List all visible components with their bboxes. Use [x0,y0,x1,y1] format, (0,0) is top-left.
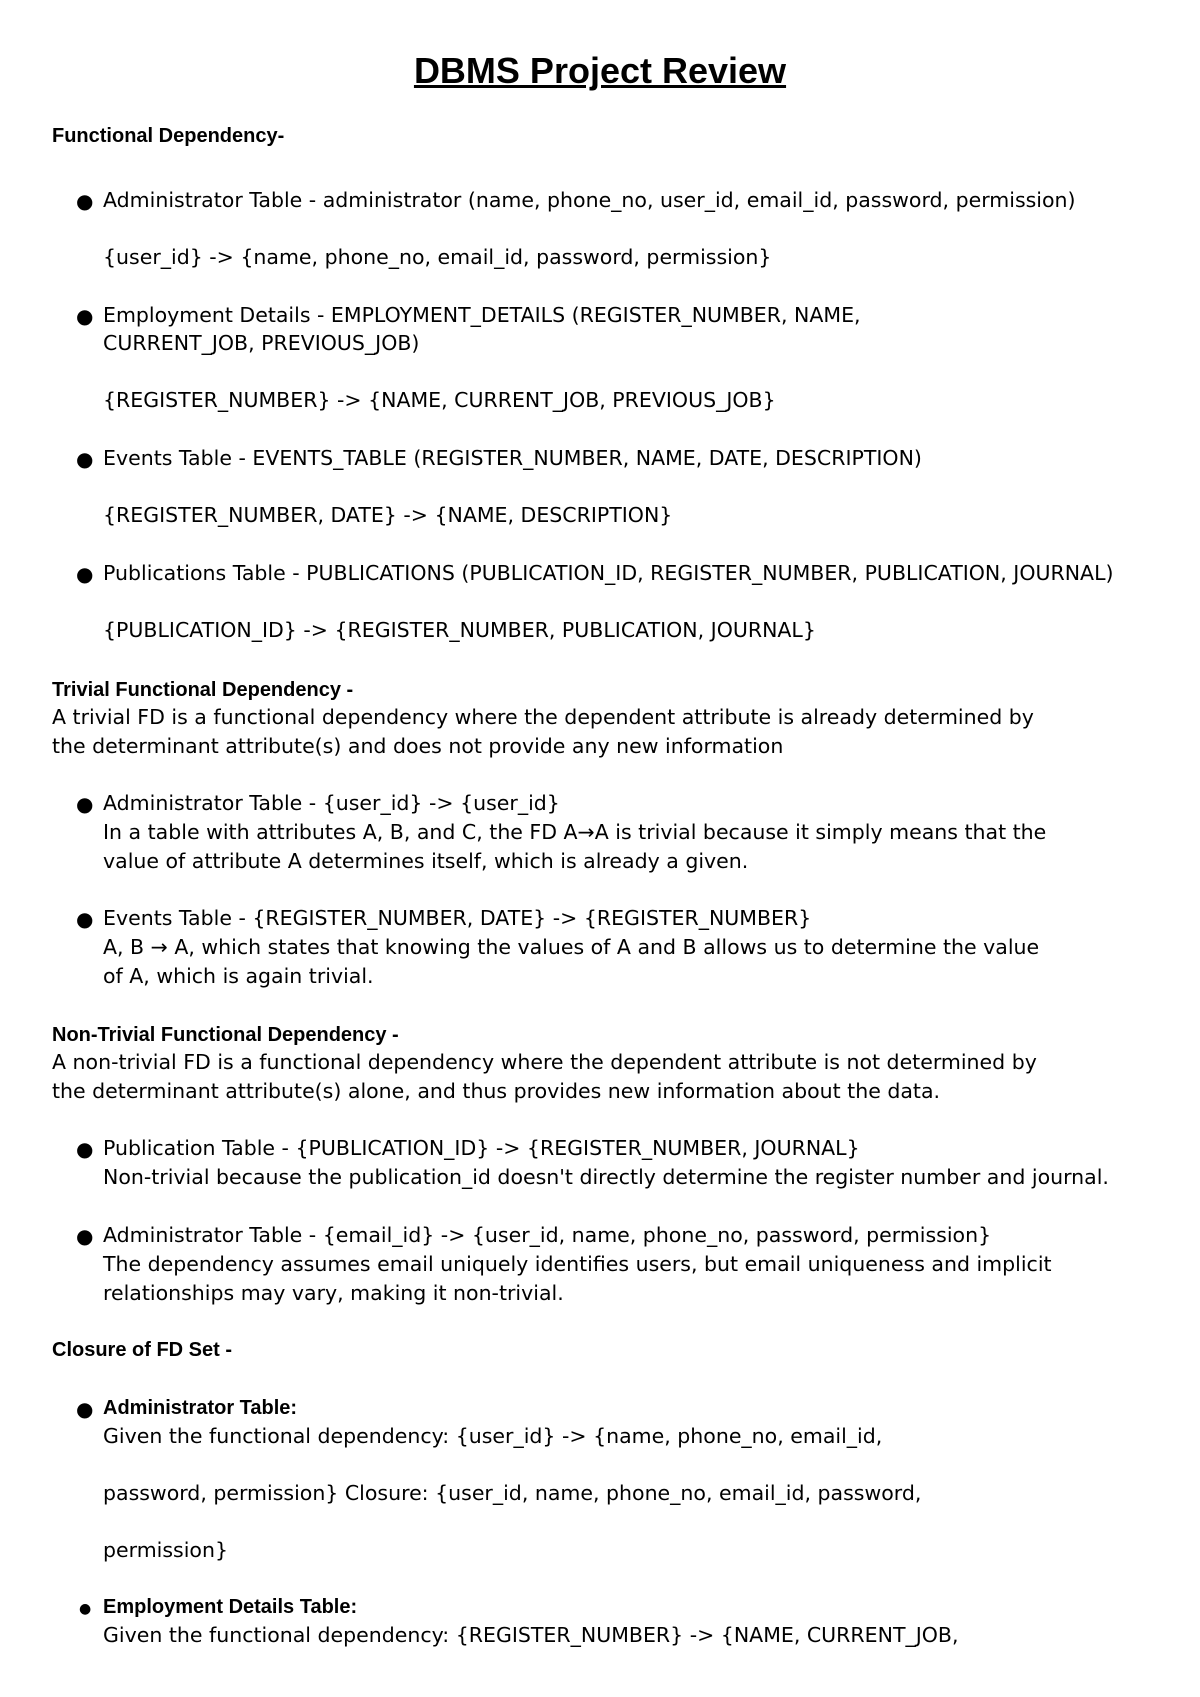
admin-table-fd: {user_id} -> {name, phone_no, email_id, password, permission} [103,245,772,269]
employment-details-fd: {REGISTER_NUMBER} -> {NAME, CURRENT_JOB, PREVIOUS_JOB} [103,388,776,412]
publications-table-fd: {PUBLICATION_ID} -> {REGISTER_NUMBER, PUBLICATION, JOURNAL} [103,618,816,642]
nontrivial-fd-intro-line-2: the determinant attribute(s) alone, and thus provides new information about the data. [52,1079,941,1103]
events-table-fd: {REGISTER_NUMBER, DATE} -> {NAME, DESCRIPTION} [103,503,673,527]
trivial-fd-heading: Trivial Functional Dependency - [52,679,354,701]
bullet-icon: ● [76,1224,94,1248]
bullet-icon: ● [76,792,94,816]
closure-admin-line-1: Given the functional dependency: {user_id} -> {name, phone_no, email_id, [103,1424,883,1448]
events-table-schema: Events Table - EVENTS_TABLE (REGISTER_NUMBER, NAME, DATE, DESCRIPTION) [103,446,922,470]
trivial-events-line-3: of A, which is again trivial. [103,964,374,988]
closure-admin-line-2: password, permission} Closure: {user_id, name, phone_no, email_id, password, [103,1481,922,1505]
bullet-icon: ● [76,304,94,328]
employment-details-schema-line-2: CURRENT_JOB, PREVIOUS_JOB) [103,331,420,355]
nontrivial-admin-line-2: The dependency assumes email uniquely identifies users, but email uniqueness and implicit [103,1252,1052,1276]
trivial-admin-line-1: Administrator Table - {user_id} -> {user_id} [103,791,560,815]
bullet-icon: ● [76,1397,94,1421]
page-title: DBMS Project Review [413,50,787,91]
employment-details-schema-line-1: Employment Details - EMPLOYMENT_DETAILS (REGISTER_NUMBER, NAME, [103,303,861,327]
nontrivial-publication-line-1: Publication Table - {PUBLICATION_ID} -> {REGISTER_NUMBER, JOURNAL} [103,1136,860,1160]
admin-table-schema: Administrator Table - administrator (name, phone_no, user_id, email_id, password, permission) [103,188,1076,212]
nontrivial-publication-line-2: Non-trivial because the publication_id doesn't directly determine the register number and journal. [103,1165,1109,1189]
trivial-admin-line-3: value of attribute A determines itself, which is already a given. [103,849,749,873]
nontrivial-admin-line-1: Administrator Table - {email_id} -> {user_id, name, phone_no, password, permission} [103,1223,992,1247]
bullet-icon: ● [76,562,94,586]
nontrivial-admin-line-3: relationships may vary, making it non-trivial. [103,1281,564,1305]
bullet-icon: ● [79,1601,92,1617]
trivial-events-line-2: A, B → A, which states that knowing the values of A and B allows us to determine the value [103,935,1040,959]
functional-dependency-heading: Functional Dependency- [52,125,285,147]
closure-heading: Closure of FD Set - [52,1339,233,1361]
closure-admin-line-3: permission} [103,1538,228,1562]
nontrivial-fd-heading: Non-Trivial Functional Dependency - [52,1024,399,1046]
bullet-icon: ● [76,907,94,931]
trivial-events-line-1: Events Table - {REGISTER_NUMBER, DATE} -> {REGISTER_NUMBER} [103,906,812,930]
trivial-fd-intro-line-2: the determinant attribute(s) and does not provide any new information [52,734,784,758]
closure-admin-label: Administrator Table: [103,1397,298,1419]
trivial-fd-intro-line-1: A trivial FD is a functional dependency where the dependent attribute is already determined by [52,705,1034,729]
publications-table-schema: Publications Table - PUBLICATIONS (PUBLICATION_ID, REGISTER_NUMBER, PUBLICATION, JOURNAL) [103,561,1114,585]
closure-employment-label: Employment Details Table: [103,1596,358,1618]
bullet-icon: ● [76,1137,94,1161]
closure-employment-line-1: Given the functional dependency: {REGISTER_NUMBER} -> {NAME, CURRENT_JOB, [103,1623,959,1647]
nontrivial-fd-intro-line-1: A non-trivial FD is a functional dependency where the dependent attribute is not determined by [52,1050,1037,1074]
bullet-icon: ● [76,447,94,471]
trivial-admin-line-2: In a table with attributes A, B, and C, the FD A→A is trivial because it simply means that the [103,820,1047,844]
bullet-icon: ● [76,189,94,213]
